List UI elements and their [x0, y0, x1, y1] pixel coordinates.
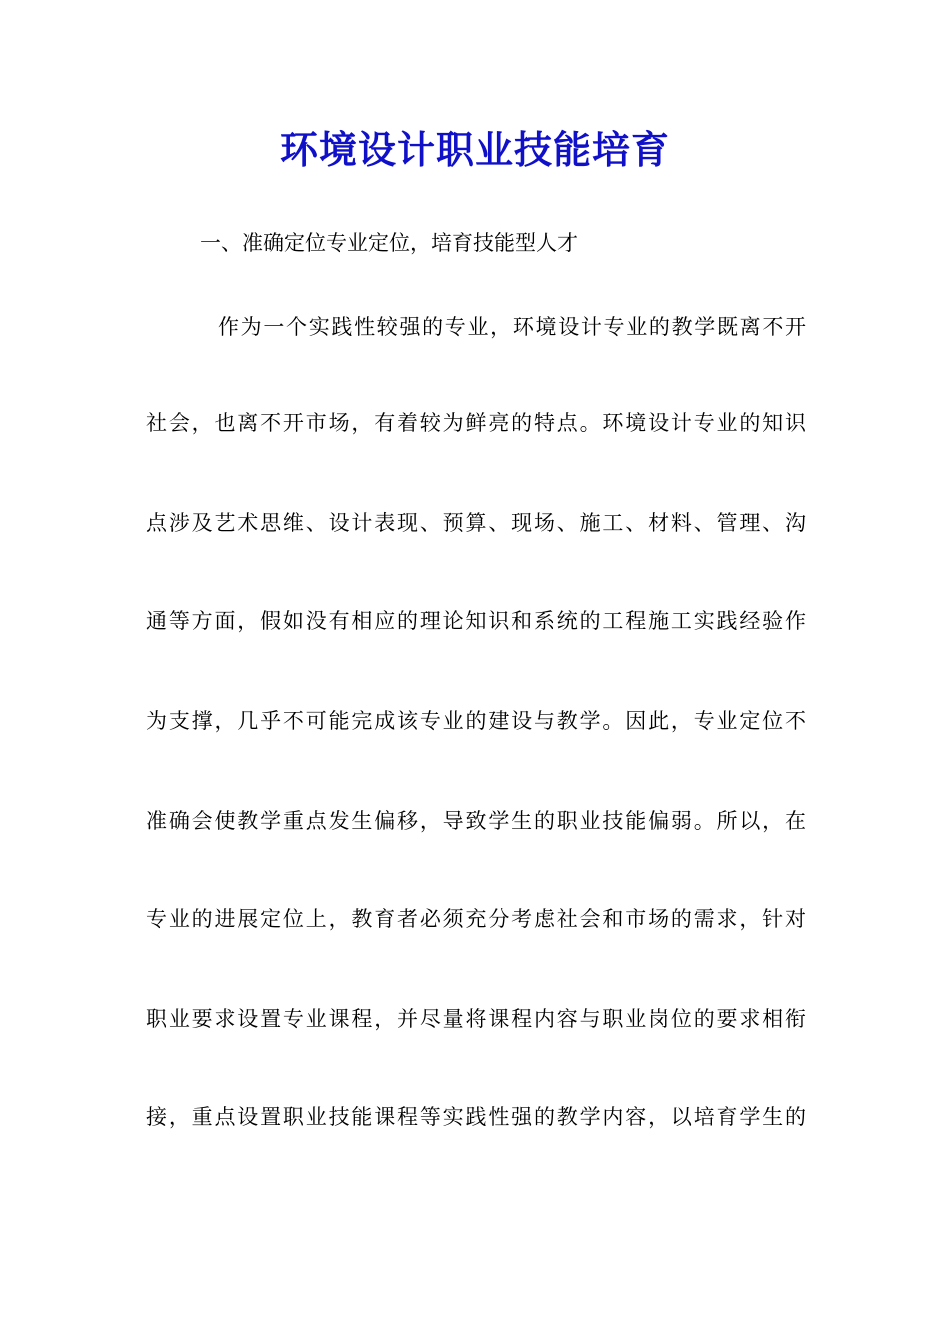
- paragraph-line: 职业要求设置专业课程，并尽量将课程内容与职业岗位的要求相衔: [146, 1007, 806, 1031]
- paragraph-line: 社会，也离不开市场，有着较为鲜亮的特点。环境设计专业的知识: [146, 411, 806, 435]
- section-heading: 一、准确定位专业定位，培育技能型人才: [200, 231, 578, 255]
- paragraph-line: 作为一个实践性较强的专业，环境设计专业的教学既离不开: [218, 315, 806, 339]
- paragraph-line: 准确会使教学重点发生偏移，导致学生的职业技能偏弱。所以，在: [146, 809, 806, 833]
- document-title: 环境设计职业技能培育: [279, 127, 670, 172]
- paragraph-line: 点涉及艺术思维、设计表现、预算、现场、施工、材料、管理、沟: [146, 511, 806, 535]
- paragraph-line: 专业的进展定位上，教育者必须充分考虑社会和市场的需求，针对: [146, 907, 806, 931]
- paragraph-line: 接，重点设置职业技能课程等实践性强的教学内容，以培育学生的: [146, 1105, 806, 1129]
- paragraph-line: 为支撑，几乎不可能完成该专业的建设与教学。因此，专业定位不: [146, 709, 806, 733]
- paragraph-line: 通等方面，假如没有相应的理论知识和系统的工程施工实践经验作: [146, 609, 806, 633]
